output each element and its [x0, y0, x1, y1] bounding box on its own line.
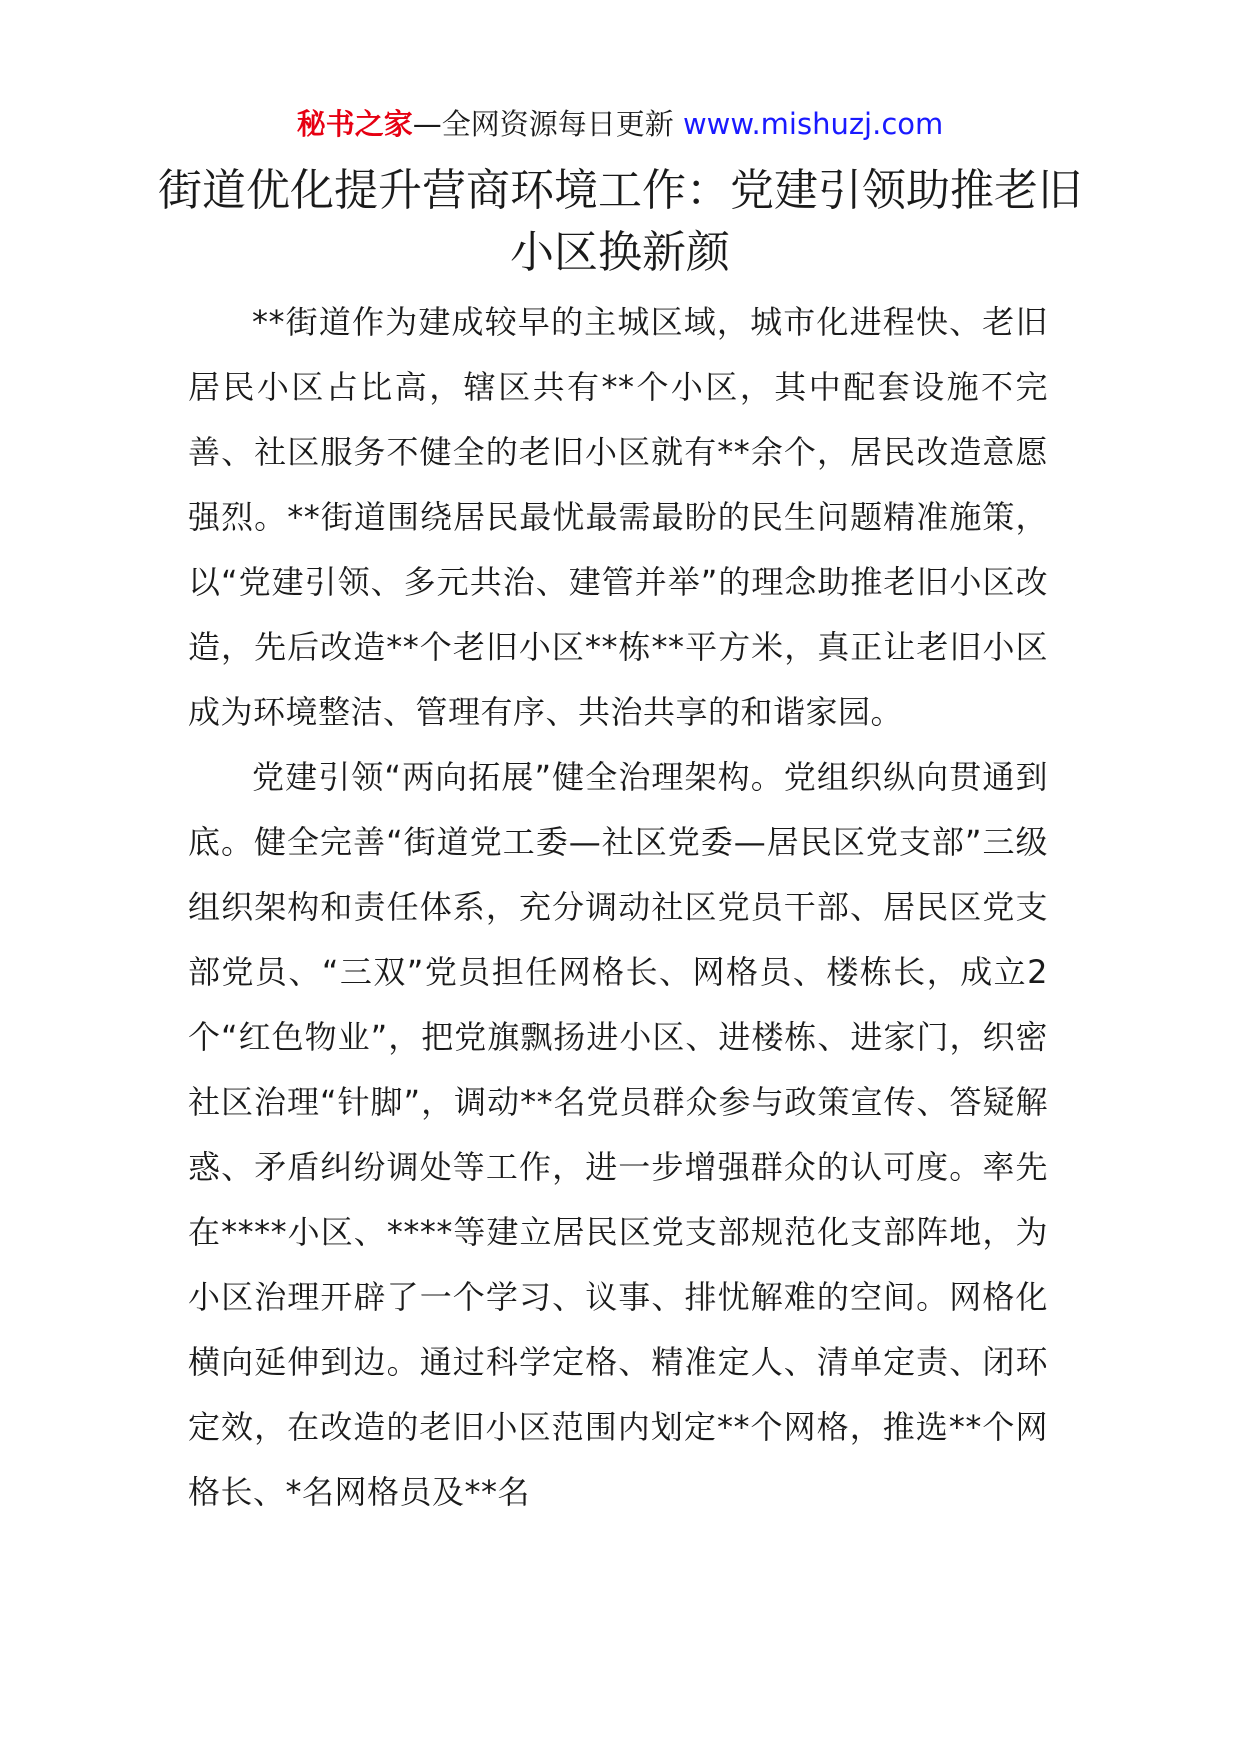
header-slogan: —全网资源每日更新 [412, 107, 674, 141]
document-body [188, 290, 1048, 1525]
site-url: www.mishuzj.com [682, 107, 944, 141]
paragraph: **街道作为建成较早的主城区域，城市化进程快、老旧居民小区占比高，辖区共有**个小区，其中配套设施不完善、社区服务不健全的老旧小区就有**余个，居民改造意愿强烈。**街道围绕居民最忧最需最盼的民生问题精准施策，以“党建引领、多元共治、建管并举”的理念助推老旧小区改造，先后改造**个老旧小区**栋**平方米，真正让老旧小区成为环境整洁、管理有序、共治共享的和谐家园。 [188, 303, 1048, 731]
document-title: 街道优化提升营商环境工作：党建引领助推老旧小区换新颜 [158, 165, 1082, 278]
site-header [0, 100, 1240, 148]
paragraph: 党建引领“两向拓展”健全治理架构。党组织纵向贯通到底。健全完善“街道党工委—社区党委—居民区党支部”三级组织架构和责任体系，充分调动社区党员干部、居民区党支部党员、“三双”党员担任网格长、网格员、楼栋长，成立2个“红色物业”，把党旗飘扬进小区、进楼栋、进家门，织密社区治理“针脚”，调动**名党员群众参与政策宣传、答疑解惑、矛盾纠纷调处等工作，进一步增强群众的认可度。率先在****小区、****等建立居民区党支部规范化支部阵地，为小区治理开辟了一个学习、议事、排忧解难的空间。网格化横向延伸到边。通过科学定格、精准定人、清单定责、闭环定效，在改造的老旧小区范围内划定**个网格，推选**个网格长、*名网格员及**名 [188, 758, 1048, 1511]
brand-name: 秘书之家 [296, 107, 413, 141]
